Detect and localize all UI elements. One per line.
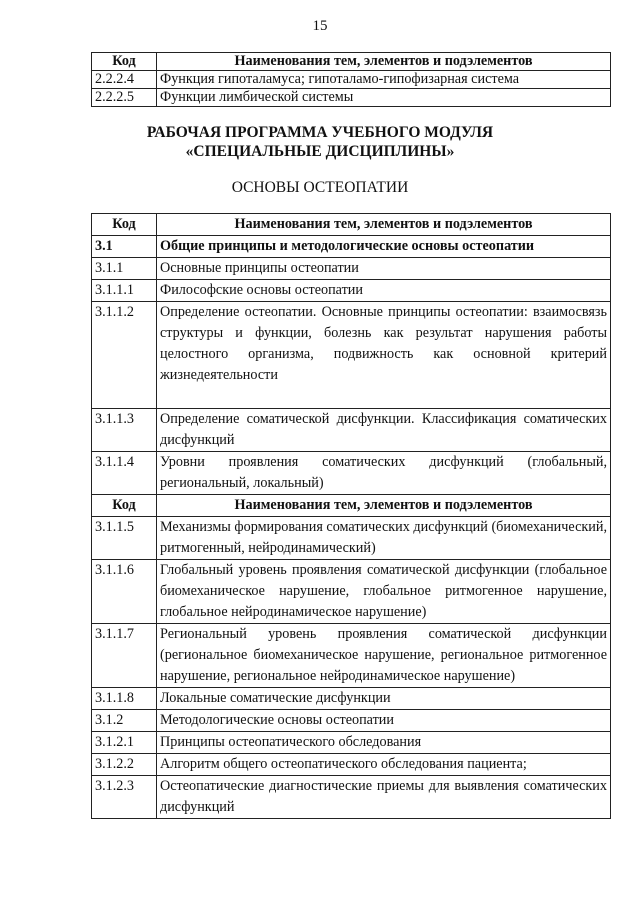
cell-name: Остеопатические диагностические приемы для выявления соматических дисфункций: [157, 776, 611, 819]
table-row: [92, 688, 611, 710]
cell-code: 3.1.1.6: [92, 560, 157, 624]
module-title: [0, 123, 640, 161]
table-row: [92, 258, 611, 280]
table-header-row: [92, 214, 611, 236]
cell-name: Локальные соматические дисфункции: [157, 688, 611, 710]
cell-name: Механизмы формирования соматических дисфункций (биомеханический, ритмогенный, нейродинамический): [157, 517, 611, 560]
section-title: ОСНОВЫ ОСТЕОПАТИИ: [231, 179, 409, 196]
cell-name: Функции лимбической системы: [157, 89, 611, 107]
cell-code: 3.1.2: [92, 710, 157, 732]
cell-code: 2.2.2.5: [92, 89, 157, 107]
cell-name: Основные принципы остеопатии: [157, 258, 611, 280]
table-row: [92, 560, 611, 624]
page-number: 15: [312, 18, 328, 34]
module-title-line2: «СПЕЦИАЛЬНЫЕ ДИСЦИПЛИНЫ»: [185, 143, 455, 160]
cell-code: 3.1.1.3: [92, 409, 157, 452]
cell-code: 3.1.1.1: [92, 280, 157, 302]
table-row: [92, 71, 611, 89]
table-header-row: [92, 495, 611, 517]
table-row: [92, 754, 611, 776]
table-row: [92, 517, 611, 560]
main-table: [91, 213, 611, 819]
table-row: [92, 236, 611, 258]
cell-code: 3.1.1.4: [92, 452, 157, 495]
table-row: [92, 624, 611, 688]
cell-name: Функция гипоталамуса; гипоталамо-гипофизарная система: [157, 71, 611, 89]
header-code: Код: [92, 53, 157, 71]
module-title-line1: РАБОЧАЯ ПРОГРАММА УЧЕБНОГО МОДУЛЯ: [146, 124, 494, 141]
cell-code: 3.1.2.1: [92, 732, 157, 754]
cell-name: Философские основы остеопатии: [157, 280, 611, 302]
cell-code: 3.1: [92, 236, 157, 258]
top-table: [91, 52, 611, 107]
cell-code: 3.1.1: [92, 258, 157, 280]
table-row: [92, 302, 611, 409]
header-name: Наименования тем, элементов и подэлементов: [157, 53, 611, 71]
table-header-row: [92, 53, 611, 71]
header-name: Наименования тем, элементов и подэлементов: [157, 214, 611, 236]
cell-name: Определение остеопатии. Основные принципы остеопатии: взаимосвязь структуры и функции, болезнь как результат нарушения работы целостного организма, подвижность как основной критерий жизнедеятельности: [157, 302, 611, 409]
cell-name: Методологические основы остеопатии: [157, 710, 611, 732]
cell-code: 3.1.1.8: [92, 688, 157, 710]
cell-code: 3.1.1.5: [92, 517, 157, 560]
table-row: [92, 452, 611, 495]
cell-name: Принципы остеопатического обследования: [157, 732, 611, 754]
header-code: Код: [92, 214, 157, 236]
table-row: [92, 89, 611, 107]
cell-name: Общие принципы и методологические основы остеопатии: [157, 236, 611, 258]
cell-name: Региональный уровень проявления соматической дисфункции (региональное биомеханическое нарушение, региональное ритмогенное нарушение, региональное нейродинамическое нарушение): [157, 624, 611, 688]
header-name: Наименования тем, элементов и подэлементов: [157, 495, 611, 517]
cell-name: Глобальный уровень проявления соматической дисфункции (глобальное биомеханическое нарушение, глобальное ритмогенное нарушение, глобальное нейродинамическое нарушение): [157, 560, 611, 624]
cell-name: Определение соматической дисфункции. Классификация соматических дисфункций: [157, 409, 611, 452]
cell-code: 3.1.1.2: [92, 302, 157, 409]
table-row: [92, 776, 611, 819]
cell-code: 2.2.2.4: [92, 71, 157, 89]
cell-code: 3.1.2.2: [92, 754, 157, 776]
table-row: [92, 710, 611, 732]
cell-code: 3.1.2.3: [92, 776, 157, 819]
cell-code: 3.1.1.7: [92, 624, 157, 688]
header-code: Код: [92, 495, 157, 517]
table-row: [92, 409, 611, 452]
table-row: [92, 280, 611, 302]
cell-name: Алгоритм общего остеопатического обследования пациента;: [157, 754, 611, 776]
cell-name: Уровни проявления соматических дисфункций (глобальный, региональный, локальный): [157, 452, 611, 495]
table-row: [92, 732, 611, 754]
